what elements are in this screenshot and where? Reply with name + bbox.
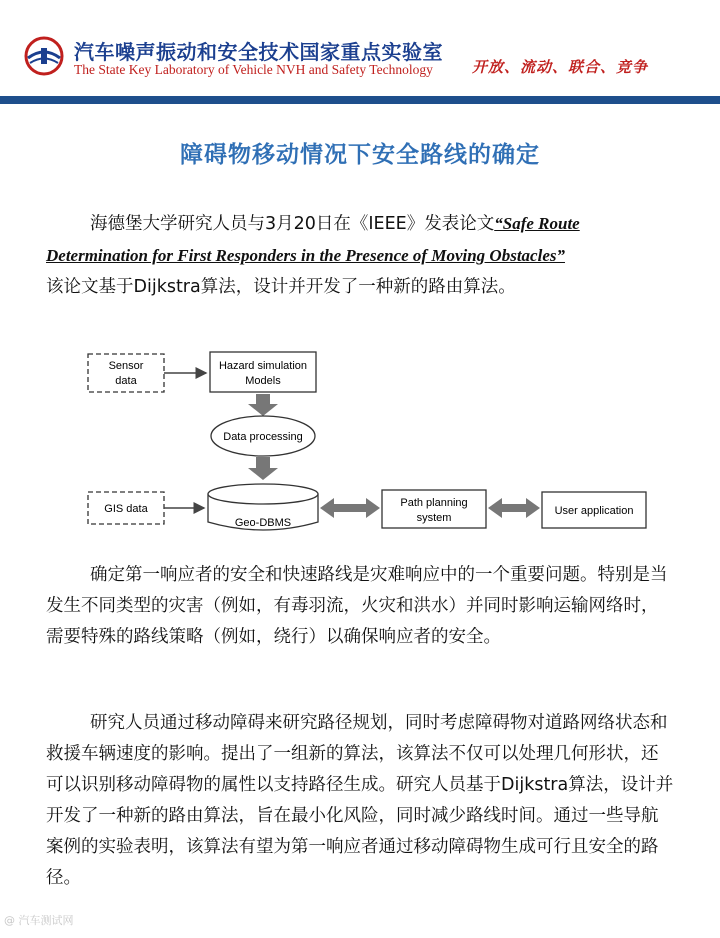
lab-name-en: The State Key Laboratory of Vehicle NVH and Safety Technology [74, 62, 433, 77]
path-planning-label-1: Path planning [400, 497, 468, 509]
user-application-label: User application [554, 505, 634, 517]
hazard-label-1: Hazard simulation [218, 360, 308, 372]
down-arrow-2 [248, 457, 278, 480]
watermark: @ 汽车测试网 [4, 914, 74, 927]
header-divider [0, 96, 720, 104]
double-arrow-1 [320, 498, 380, 518]
paragraph-3: 研究人员通过移动障碍来研究路径规划，同时考虑障碍物对道路网络状态和救援车辆速度的影响。提出了一组新的算法，该算法不仅可以处理几何形状，还可以识别移动障碍物的属性以支持路径生成。研究人员基于Dijkstra算法，设计并开发了一种新的路由算法，旨在最小化风险，同时减少路线时间。通过一些导航案例的实验表明，该算法有望为第一响应者通过移动障碍物生成可行且安全的路径。 [46, 713, 674, 888]
sensor-data-label-2: data [115, 375, 137, 387]
paragraph-2: 确定第一响应者的安全和快速路线是灾难响应中的一个重要问题。特别是当发生不同类型的灾害（例如，有毒羽流，火灾和洪水）并同时影响运输网络时，需要特殊的路线策略（例如，绕行）以确保响应者的安全。 [46, 565, 668, 647]
path-planning-label-2: system [416, 512, 452, 524]
hazard-label-2: Models [245, 375, 281, 387]
intro-lead: 海德堡大学研究人员与3月20日在《IEEE》发表论文 [90, 214, 495, 234]
lab-motto: 开放、流动、联合、竞争 [472, 58, 649, 76]
article-title: 障碍物移动情况下安全路线的确定 [180, 142, 540, 168]
lab-name-cn: 汽车噪声振动和安全技术国家重点实验室 [74, 40, 443, 64]
gis-data-label: GIS data [104, 503, 148, 515]
geo-dbms-label: Geo-DBMS [234, 517, 292, 529]
double-arrow-2 [488, 498, 540, 518]
page-header [0, 0, 720, 104]
sensor-data-label-1: Sensor [108, 360, 144, 372]
data-processing-label: Data processing [223, 431, 303, 443]
down-arrow-1 [248, 394, 278, 416]
intro-tail: 该论文基于Dijkstra算法，设计并开发了一种新的路由算法。 [46, 277, 516, 297]
system-diagram [82, 346, 652, 536]
paper-title: “Safe Route Determination for First Responders in the Presence of Moving Obstacles” [46, 214, 580, 265]
lab-logo-icon [24, 36, 64, 76]
paragraph-intro [46, 208, 674, 303]
